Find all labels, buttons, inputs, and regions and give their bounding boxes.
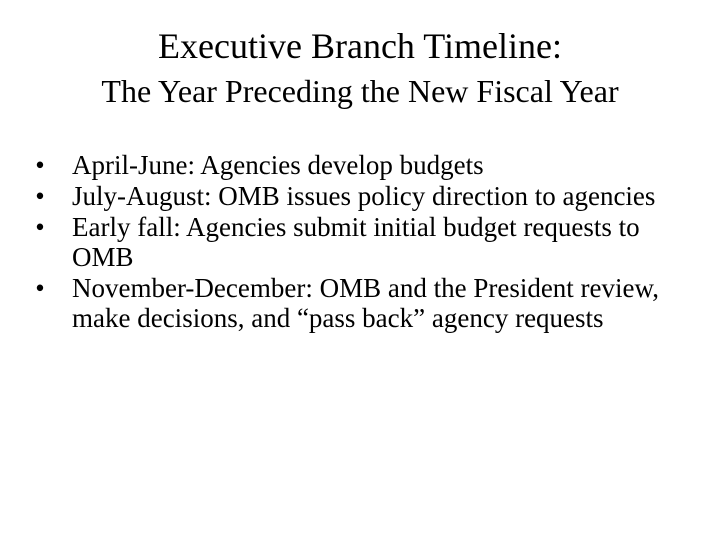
bullet-dot-icon: •: [35, 150, 45, 180]
bullet-dot-icon: •: [35, 273, 45, 303]
bullet-item: [30, 212, 690, 272]
bullet-dot-icon: •: [35, 212, 45, 242]
slide-title: [0, 24, 720, 114]
bullet-text: April-June: Agencies develop budgets: [72, 150, 484, 180]
bullet-item: [30, 273, 690, 333]
bullet-text: Early fall: Agencies submit initial budget requests to OMB: [72, 212, 640, 272]
bullet-text: July-August: OMB issues policy direction to agencies: [72, 181, 656, 211]
bullet-item: [30, 181, 690, 211]
title-line-1: Executive Branch Timeline:: [158, 26, 562, 66]
bullet-item: [30, 150, 690, 180]
bullet-list: [30, 150, 690, 334]
bullet-dot-icon: •: [35, 181, 45, 211]
bullet-text: November-December: OMB and the President review, make decisions, and “pass back” agency requests: [72, 273, 660, 333]
title-line-2: The Year Preceding the New Fiscal Year: [101, 73, 619, 109]
